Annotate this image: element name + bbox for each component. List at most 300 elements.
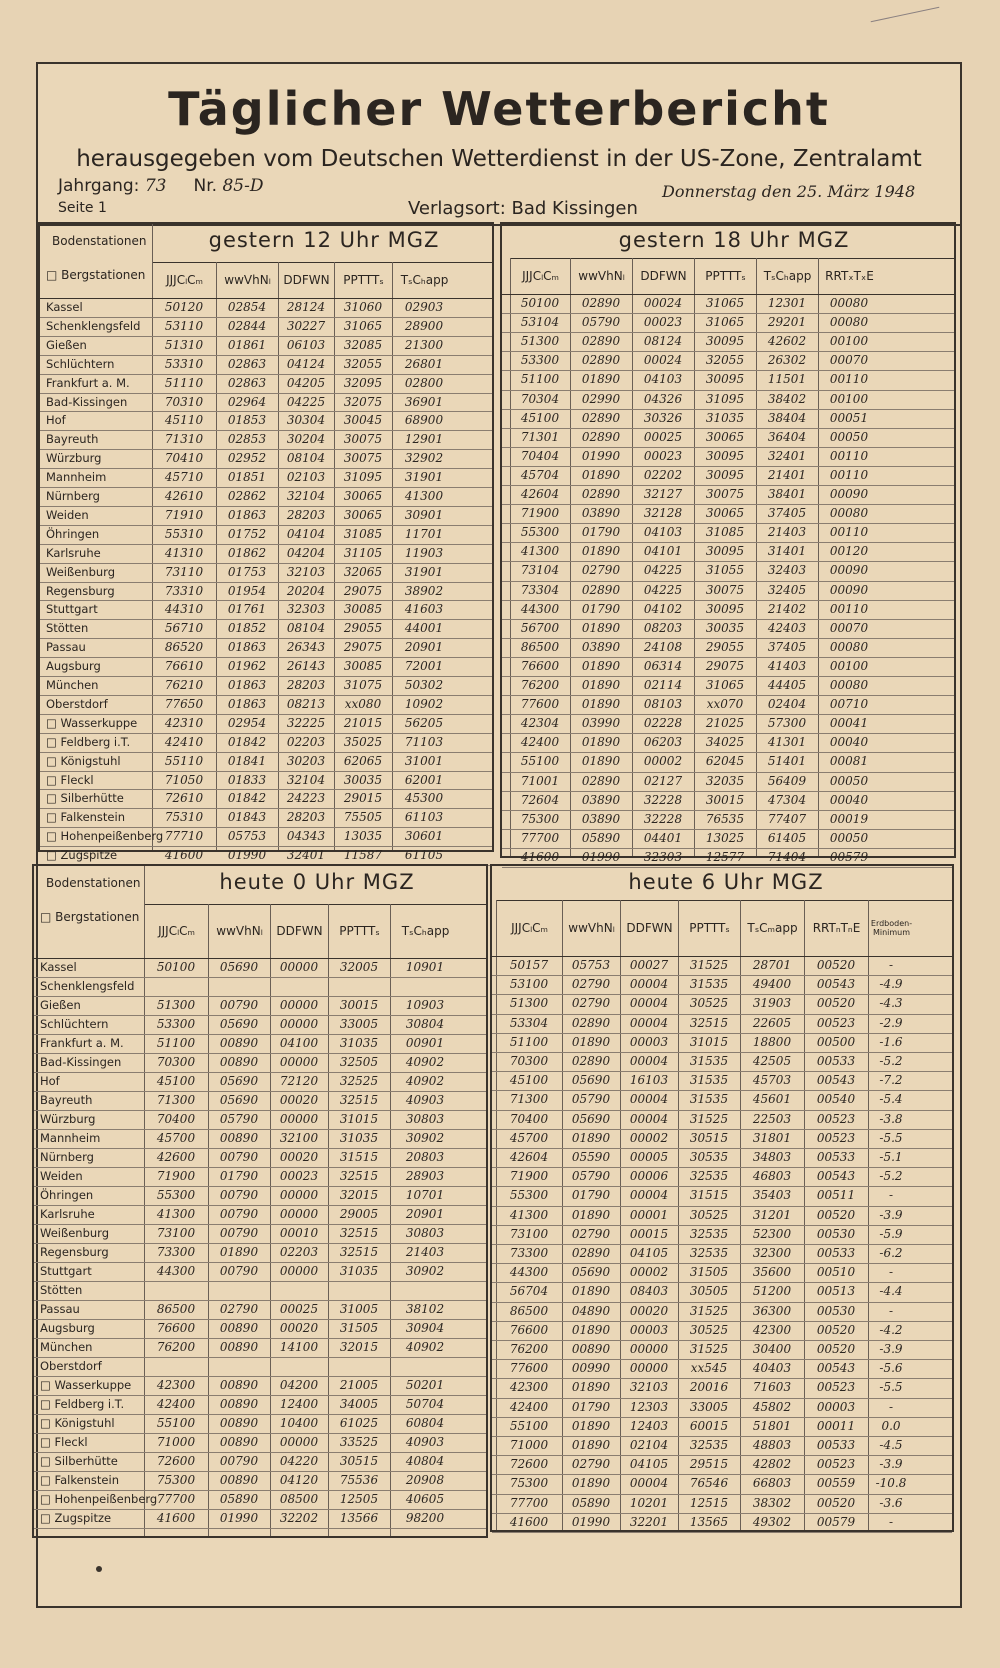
table-cell: 30515 [339, 1454, 379, 1468]
table-cell: 04225 [643, 582, 683, 597]
table-cell: 62045 [705, 754, 745, 769]
table-cell: 53310 [164, 356, 204, 371]
table-cell: 01790 [581, 601, 621, 616]
table-cell: 32228 [643, 792, 683, 807]
table-cell: 01851 [227, 470, 267, 485]
table-cell: 30065 [343, 507, 383, 522]
table-cell: 41300 [520, 544, 560, 559]
table-cell: 30075 [705, 487, 745, 501]
table-cell: 32535 [689, 1169, 729, 1184]
table-cell: 00533 [816, 1054, 856, 1068]
table-cell: 31535 [689, 1054, 729, 1068]
table-cell: 04101 [643, 544, 683, 559]
table-cell: 02890 [581, 429, 621, 444]
table-cell: 50201 [405, 1378, 445, 1392]
table-cell: 12901 [404, 432, 444, 447]
table-cell: 01861 [227, 337, 267, 352]
row-divider [34, 1053, 486, 1054]
table-cell: 30035 [705, 620, 745, 635]
table-cell: 00543 [816, 977, 856, 992]
table-cell: 21401 [767, 467, 807, 482]
table-cell: 45802 [752, 1399, 792, 1414]
table-cell: -5.5 [879, 1380, 903, 1395]
table-cell: 00023 [279, 1169, 319, 1183]
table-cell: 01890 [571, 1034, 611, 1049]
table-cell: 01890 [219, 1245, 259, 1259]
row-divider [502, 409, 954, 410]
table-cell: 34005 [339, 1397, 379, 1411]
table-cell: -5.9 [879, 1226, 903, 1241]
table-cell: 20803 [405, 1150, 445, 1164]
table-cell: 36901 [404, 394, 444, 409]
table-cell: 55100 [509, 1418, 549, 1433]
table-cell: -4.9 [879, 977, 903, 992]
table-cell: 00100 [829, 391, 869, 406]
table-cell: 21403 [767, 525, 807, 540]
table-cell: -3.9 [879, 1207, 903, 1222]
table-cell: 30065 [705, 429, 745, 444]
station-name: □ Zugspitze [46, 848, 118, 863]
table-cell: 70310 [164, 394, 204, 409]
table-cell: 30901 [404, 507, 444, 522]
column-header: PPTTTₛ [334, 262, 392, 298]
table-cell: 10701 [405, 1188, 445, 1202]
table-cell: 01790 [581, 525, 621, 540]
table-cell: 32104 [286, 772, 326, 787]
column-header: DDFWN [620, 900, 678, 956]
table-cell: 32303 [643, 849, 683, 864]
station-name: Öhringen [46, 526, 100, 541]
table-cell: 00025 [643, 429, 683, 444]
table-cell: 30075 [343, 451, 383, 466]
column-header: JJJCₗCₘ [152, 262, 216, 298]
table-cell: 02890 [571, 1015, 611, 1030]
table-cell: 30535 [689, 1150, 729, 1164]
table-cell: 08213 [286, 696, 326, 711]
table-cell: 04326 [643, 391, 683, 406]
table-cell: 77650 [164, 696, 204, 711]
table-cell: 71900 [520, 506, 560, 521]
table-cell: - [888, 958, 894, 972]
table-cell: 77700 [520, 830, 560, 845]
table-cell: 32127 [643, 487, 683, 501]
table-cell: 31525 [689, 1111, 729, 1126]
row-divider [40, 600, 492, 601]
row-divider [492, 1455, 952, 1456]
table-cell: 01790 [571, 1399, 611, 1414]
table-cell: 10901 [405, 960, 445, 974]
table-cell: 08403 [629, 1284, 669, 1299]
row-divider [502, 791, 954, 792]
table-cell: 01890 [571, 1130, 611, 1145]
table-cell: 73110 [164, 564, 204, 579]
column-header: TₛCₕapp [756, 258, 818, 294]
table-cell: 00001 [629, 1207, 669, 1222]
jahrgang-label: Jahrgang: [58, 176, 140, 196]
table-cell: 31903 [752, 996, 792, 1011]
table-cell: 20901 [405, 1207, 445, 1221]
table-cell: 73300 [509, 1246, 549, 1260]
table-cell: 05690 [571, 1111, 611, 1126]
table-cell: 05890 [571, 1495, 611, 1510]
table-cell: 44405 [767, 678, 807, 692]
table-cell: -5.2 [879, 1054, 903, 1068]
table-cell: 00000 [279, 1264, 319, 1278]
table-cell: 76546 [689, 1476, 729, 1491]
table-cell: 05690 [571, 1073, 611, 1088]
table-cell: -3.8 [879, 1111, 903, 1126]
table-cell: 11501 [767, 372, 807, 387]
station-name: Frankfurt a. M. [46, 375, 130, 390]
table-cell: - [888, 1303, 894, 1318]
table-cell: 40902 [405, 1055, 445, 1069]
station-name: Schlüchtern [46, 356, 115, 371]
header-divider [34, 958, 486, 959]
table-cell: 00110 [829, 601, 869, 616]
table-cell: 30095 [705, 448, 745, 463]
table-cell: 38401 [767, 487, 807, 501]
station-name: Kassel [46, 300, 83, 314]
row-divider [34, 1281, 486, 1282]
table-cell: 05690 [571, 1265, 611, 1280]
table-cell: 08124 [643, 334, 683, 349]
table-cell: 04104 [286, 526, 326, 541]
table-cell: 00520 [816, 1207, 856, 1222]
table-cell: 72600 [156, 1454, 196, 1468]
table-cell: 77600 [509, 1361, 549, 1376]
row-divider [40, 430, 492, 431]
table-cell: 22605 [752, 1015, 792, 1030]
table-cell: 01833 [227, 772, 267, 787]
table-cell: 73100 [509, 1226, 549, 1241]
table-cell: 02890 [581, 773, 621, 788]
table-cell: 05890 [219, 1492, 259, 1506]
table-cell: 31075 [343, 678, 383, 692]
table-cell: 28701 [752, 958, 792, 972]
table-cell: 00004 [629, 1054, 669, 1068]
table-cell: 05790 [571, 1092, 611, 1107]
table-cell: 32128 [643, 506, 683, 521]
table-cell: 00990 [571, 1361, 611, 1376]
table-cell: 32902 [404, 451, 444, 466]
row-divider [502, 848, 954, 849]
table-cell: 29055 [343, 621, 383, 636]
table-cell: 32300 [752, 1246, 792, 1260]
table-cell: 04205 [286, 375, 326, 390]
table-cell: 02954 [227, 715, 267, 730]
station-name: □ Königstuhl [40, 1416, 115, 1430]
station-name: Mannheim [40, 1131, 101, 1145]
table-cell: 02790 [571, 1457, 611, 1472]
table-cell: 41600 [164, 848, 204, 863]
table-cell: 03990 [581, 716, 621, 731]
table-cell: 01862 [227, 545, 267, 560]
table-cell: 61025 [339, 1416, 379, 1430]
row-divider [40, 336, 492, 337]
station-name: Gießen [46, 337, 87, 352]
table-cell: 00110 [829, 467, 869, 482]
station-name: Schenklengsfeld [40, 979, 135, 993]
table-cell: 02790 [571, 996, 611, 1011]
table-cell: 00579 [816, 1514, 856, 1529]
table-cell: 76535 [705, 811, 745, 826]
table-cell: 00024 [643, 296, 683, 310]
table-cell: 55100 [520, 754, 560, 769]
table-cell: 26143 [286, 659, 326, 674]
table-cell: 31105 [343, 545, 383, 560]
station-header-boden: Bodenstationen [52, 234, 147, 248]
table-cell: 30065 [343, 489, 383, 503]
row-divider [492, 1071, 952, 1072]
table-cell: 05753 [571, 958, 611, 972]
table-cell: 72604 [520, 792, 560, 807]
table-cell: 40903 [405, 1093, 445, 1107]
table-cell: 03890 [581, 811, 621, 826]
row-divider [502, 542, 954, 543]
row-divider [40, 733, 492, 734]
table-cell: 00020 [629, 1303, 669, 1318]
table-cell: 02104 [629, 1438, 669, 1452]
table-cell: 00890 [219, 1055, 259, 1069]
table-cell: 32055 [705, 353, 745, 368]
table-cell: 61105 [404, 848, 444, 863]
table-cell: 00540 [816, 1092, 856, 1107]
table-cell: 05690 [219, 1017, 259, 1031]
table-cell: 51300 [156, 998, 196, 1012]
table-cell: 72610 [164, 791, 204, 806]
table-cell: 32095 [343, 375, 383, 390]
table-cell: 05690 [219, 1093, 259, 1107]
table-cell: 30095 [705, 334, 745, 349]
row-divider [40, 752, 492, 753]
table-cell: 42400 [509, 1399, 549, 1414]
table-cell: 28203 [286, 810, 326, 825]
table-cell: 01890 [571, 1322, 611, 1337]
table-cell: 29055 [705, 639, 745, 654]
table-cell: 75300 [156, 1473, 196, 1487]
row-divider [502, 772, 954, 773]
table-cell: 60015 [689, 1418, 729, 1433]
table-cell: 00579 [829, 849, 869, 864]
table-cell: 02228 [643, 716, 683, 731]
table-cell: 70404 [520, 448, 560, 463]
table-cell: 01841 [227, 753, 267, 768]
table-cell: 00523 [816, 1130, 856, 1145]
table-cell: 71103 [404, 734, 444, 749]
table-cell: 21403 [405, 1245, 445, 1259]
row-divider [492, 1474, 952, 1475]
table-cell: 00890 [219, 1397, 259, 1411]
table-cell: 03890 [581, 506, 621, 521]
table-cell: 00006 [629, 1169, 669, 1184]
table-cell: 50302 [404, 678, 444, 692]
table-cell: 00090 [829, 582, 869, 597]
table-cell: -3.6 [879, 1495, 903, 1510]
row-divider [40, 411, 492, 412]
table-cell: 04890 [571, 1303, 611, 1318]
table-cell: 33005 [689, 1399, 729, 1414]
table-cell: 31035 [339, 1131, 379, 1145]
table-cell: 01863 [227, 678, 267, 692]
table-cell: 00000 [279, 1188, 319, 1202]
table-cell: 31505 [689, 1265, 729, 1280]
row-divider [492, 1436, 952, 1437]
page-number: Seite 1 [58, 200, 107, 216]
table-cell: 00520 [816, 958, 856, 972]
table-cell: 01962 [227, 659, 267, 674]
row-divider [40, 506, 492, 507]
table-cell: 00015 [629, 1226, 669, 1241]
table-cell: 00520 [816, 1322, 856, 1337]
table-cell: 32515 [339, 1226, 379, 1240]
table-cell: 20016 [689, 1380, 729, 1395]
table-cell: 32401 [767, 448, 807, 463]
table-cell: 00003 [816, 1399, 856, 1414]
table-cell: 00004 [629, 1476, 669, 1491]
table-cell: 26302 [767, 353, 807, 368]
table-cell: 00020 [279, 1093, 319, 1107]
table-cell: 18800 [752, 1034, 792, 1049]
table-cell: 05790 [571, 1169, 611, 1184]
station-name: Regensburg [46, 583, 115, 598]
station-name: □ Feldberg i.T. [46, 734, 131, 749]
table-cell: 71000 [156, 1435, 196, 1449]
table-cell: 31095 [705, 391, 745, 406]
table-cell: 02952 [227, 451, 267, 466]
table-cell: 62001 [404, 772, 444, 787]
table-cell: 00004 [629, 1092, 669, 1107]
table-cell: 53110 [164, 318, 204, 333]
table-cell: 35600 [752, 1265, 792, 1280]
table-cell: 57300 [767, 716, 807, 731]
table-cell: 44001 [404, 621, 444, 636]
station-name: Bayreuth [40, 1093, 93, 1107]
table-cell: 50100 [520, 296, 560, 310]
station-name: □ Königstuhl [46, 753, 121, 768]
station-name: Frankfurt a. M. [40, 1036, 124, 1050]
table-cell: -3.9 [879, 1457, 903, 1472]
column-header: TₛCₕapp [390, 904, 460, 958]
table-cell: 29515 [689, 1457, 729, 1472]
table-cell: 08500 [279, 1492, 319, 1506]
table-cell: 21300 [404, 337, 444, 352]
table-cell: 08104 [286, 451, 326, 466]
station-name: Oberstdorf [40, 1359, 102, 1373]
table-cell: 00027 [629, 958, 669, 972]
row-divider [34, 1414, 486, 1415]
row-divider [40, 468, 492, 469]
table-cell: 71000 [509, 1438, 549, 1452]
publication-place: Verlagsort: Bad Kissingen [408, 198, 638, 219]
table-cell: 31065 [705, 296, 745, 310]
table-cell: 0.0 [881, 1418, 901, 1433]
table-cell: 31035 [339, 1264, 379, 1278]
table-cell: 02127 [643, 773, 683, 788]
table-cell: 42604 [509, 1150, 549, 1164]
table-cell: 31515 [689, 1188, 729, 1203]
row-divider [40, 619, 492, 620]
table-cell: 00543 [816, 1361, 856, 1376]
row-divider [492, 1148, 952, 1149]
table-cell: 04225 [643, 563, 683, 578]
station-name: □ Hohenpeißenberg [40, 1492, 158, 1506]
table-cell: 00040 [829, 735, 869, 750]
station-name: □ Zugspitze [40, 1511, 112, 1525]
table-cell: 31001 [404, 753, 444, 768]
station-header-berg: □ Bergstationen [40, 910, 140, 924]
row-divider [34, 1091, 486, 1092]
table-cell: 05790 [581, 315, 621, 330]
table-cell: 00004 [629, 1188, 669, 1203]
table-cell: 02103 [286, 470, 326, 485]
row-divider [34, 1433, 486, 1434]
table-cell: 76600 [520, 658, 560, 673]
table-cell: 76200 [520, 678, 560, 692]
table-cell: 08103 [643, 697, 683, 712]
row-divider [502, 313, 954, 314]
table-cell: 31055 [705, 563, 745, 578]
table-cell: 41403 [767, 658, 807, 673]
table-cell: 51200 [752, 1284, 792, 1299]
row-divider [502, 485, 954, 486]
report-date: Donnerstag den 25. März 1948 [662, 182, 916, 201]
table-cell: 86500 [156, 1302, 196, 1316]
table-cell: 30015 [339, 998, 379, 1012]
table-cell: 12303 [629, 1399, 669, 1414]
row-divider [492, 1494, 952, 1495]
row-divider [34, 1015, 486, 1016]
table-cell: 00000 [279, 1207, 319, 1221]
row-divider [34, 1034, 486, 1035]
row-divider [492, 1129, 952, 1130]
station-name: Hof [40, 1074, 60, 1088]
table-cell: 38302 [752, 1495, 792, 1510]
table-cell: 00002 [629, 1130, 669, 1145]
table-cell: 77710 [164, 829, 204, 844]
table-cell: -5.4 [879, 1092, 903, 1107]
header-divider [502, 294, 954, 295]
table-cell: 31065 [343, 318, 383, 333]
row-divider [34, 1186, 486, 1187]
table-cell: 01990 [227, 848, 267, 863]
table-cell: -5.2 [879, 1169, 903, 1184]
table-cell: 42310 [164, 715, 204, 730]
table-cell: 32228 [643, 811, 683, 826]
table-cell: 11701 [404, 526, 444, 541]
table-cell: 31401 [767, 544, 807, 559]
table-cell: xx080 [344, 696, 382, 711]
table-cell: - [888, 1188, 894, 1203]
table-cell: 42300 [752, 1322, 792, 1337]
row-divider [34, 977, 486, 978]
table-cell: 02854 [227, 300, 267, 314]
table-cell: 30326 [643, 410, 683, 425]
row-divider [502, 581, 954, 582]
row-divider [40, 525, 492, 526]
table-cell: 00520 [816, 1342, 856, 1356]
table-cell: 73104 [520, 563, 560, 578]
table-cell: 76610 [164, 659, 204, 674]
table-cell: 44310 [164, 602, 204, 617]
table-cell: 45700 [509, 1130, 549, 1145]
table-cell: 04105 [629, 1457, 669, 1472]
table-cell: 04105 [629, 1246, 669, 1260]
table-cell: 31535 [689, 977, 729, 992]
table-cell: 51300 [509, 996, 549, 1011]
panel-title: heute 0 Uhr MGZ [219, 870, 415, 894]
column-header: RRTₓTₓE [818, 258, 880, 294]
table-cell: xx070 [706, 697, 744, 712]
